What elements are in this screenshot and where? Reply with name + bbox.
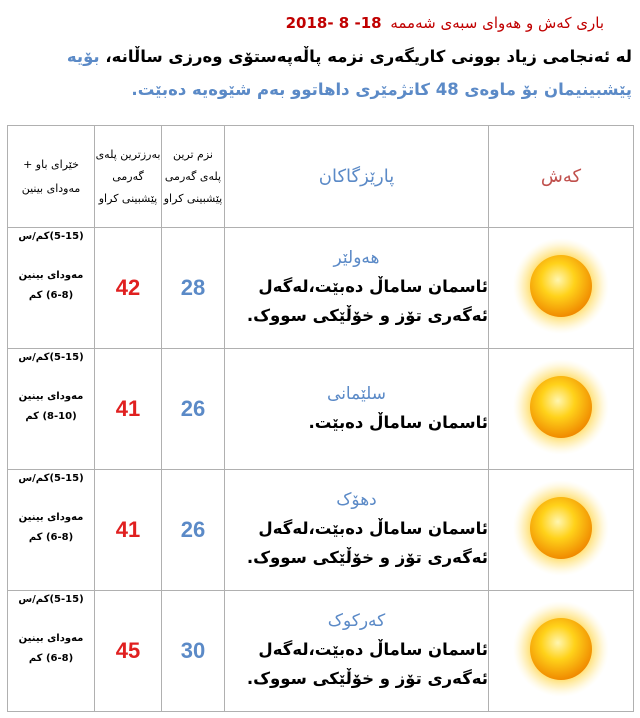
visibility-label: مەودای بینین: [18, 633, 84, 644]
weather-description: ئاسمان ساماڵ دەبێت،لەگەل ئەگەری تۆز و خۆڵێکی سووک.: [246, 519, 488, 567]
wind-speed: (5-15)کم/س: [18, 594, 84, 605]
min-temp: 28: [162, 228, 225, 349]
table-row: [8, 470, 634, 591]
title-date: 18- 8 -2018: [285, 14, 382, 32]
visibility-label: مەودای بینین: [18, 512, 84, 523]
wind-visibility-cell: [8, 228, 95, 349]
weather-description: ئاسمان ساماڵ دەبێت،لەگەل ئەگەری تۆز و خۆڵێکی سووک.: [246, 640, 488, 688]
min-temp: 30: [162, 591, 225, 712]
visibility-label: مەودای بینین: [18, 270, 84, 281]
city-name: دهۆک: [336, 490, 377, 510]
province-cell: [225, 470, 489, 591]
province-cell: [225, 228, 489, 349]
city-name: سلێمانی: [327, 383, 386, 404]
header-wind-visibility: خێرای باو + مەودای بینین: [8, 126, 95, 228]
province-cell: [225, 349, 489, 470]
wind-visibility-cell: [8, 591, 95, 712]
table-row: [8, 349, 634, 470]
header-weather: کەش: [489, 126, 634, 228]
city-name: کەرکوک: [327, 611, 386, 631]
wind-visibility-cell: [8, 470, 95, 591]
wind-speed: (5-15)کم/س: [18, 231, 84, 242]
visibility-label: مەودای بینین: [18, 391, 84, 402]
sun-icon: [511, 599, 611, 699]
weather-cell: [489, 349, 634, 470]
weather-cell: [489, 591, 634, 712]
header-provinces: پارێزگاکان: [225, 126, 489, 228]
intro-paragraph: [4, 40, 632, 106]
wind-speed: (5-15)کم/س: [18, 473, 84, 484]
weather-description: ئاسمان ساماڵ دەبێت.: [308, 412, 488, 432]
table-header-row: [8, 126, 634, 228]
sun-icon: [511, 478, 611, 578]
visibility-value: (8-10) کم: [25, 411, 77, 422]
min-temp: 26: [162, 349, 225, 470]
intro-text: لە ئەنجامی زیاد بوونی کاریگەری نزمە پاڵەپەستۆی وەرزی ساڵانە،: [105, 47, 632, 66]
visibility-value: (6-8) کم: [28, 532, 74, 543]
max-temp: 41: [95, 349, 162, 470]
intro-text-blue: بۆیە پێشبینیمان بۆ ماوەی 48 کاتژمێری داهاتوو بەم شێوەیە دەبێت.: [66, 47, 632, 99]
max-temp: 42: [95, 228, 162, 349]
sun-icon: [511, 357, 611, 457]
city-name: هەولێر: [333, 248, 380, 268]
page-title: [286, 14, 604, 32]
wind-speed: (5-15)کم/س: [18, 352, 84, 363]
province-cell: [225, 591, 489, 712]
title-text: باری کەش و هەوای سبەی شەممە: [390, 14, 604, 32]
max-temp: 41: [95, 470, 162, 591]
weather-cell: [489, 228, 634, 349]
wind-visibility-cell: [8, 349, 95, 470]
forecast-table: [7, 125, 634, 712]
min-temp: 26: [162, 470, 225, 591]
header-max-temp: بەرزترین پلەی گەرمی پێشبینی کراو: [95, 126, 162, 228]
max-temp: 45: [95, 591, 162, 712]
table-row: [8, 591, 634, 712]
sun-icon: [511, 236, 611, 336]
table-row: [8, 228, 634, 349]
visibility-value: (6-8) کم: [28, 653, 74, 664]
weather-cell: [489, 470, 634, 591]
header-min-temp: نزم ترین پلەی گەرمی پێشبینی کراو: [162, 126, 225, 228]
visibility-value: (6-8) کم: [28, 290, 74, 301]
weather-description: ئاسمان ساماڵ دەبێت،لەگەل ئەگەری تۆز و خۆڵێکی سووک.: [246, 277, 488, 325]
